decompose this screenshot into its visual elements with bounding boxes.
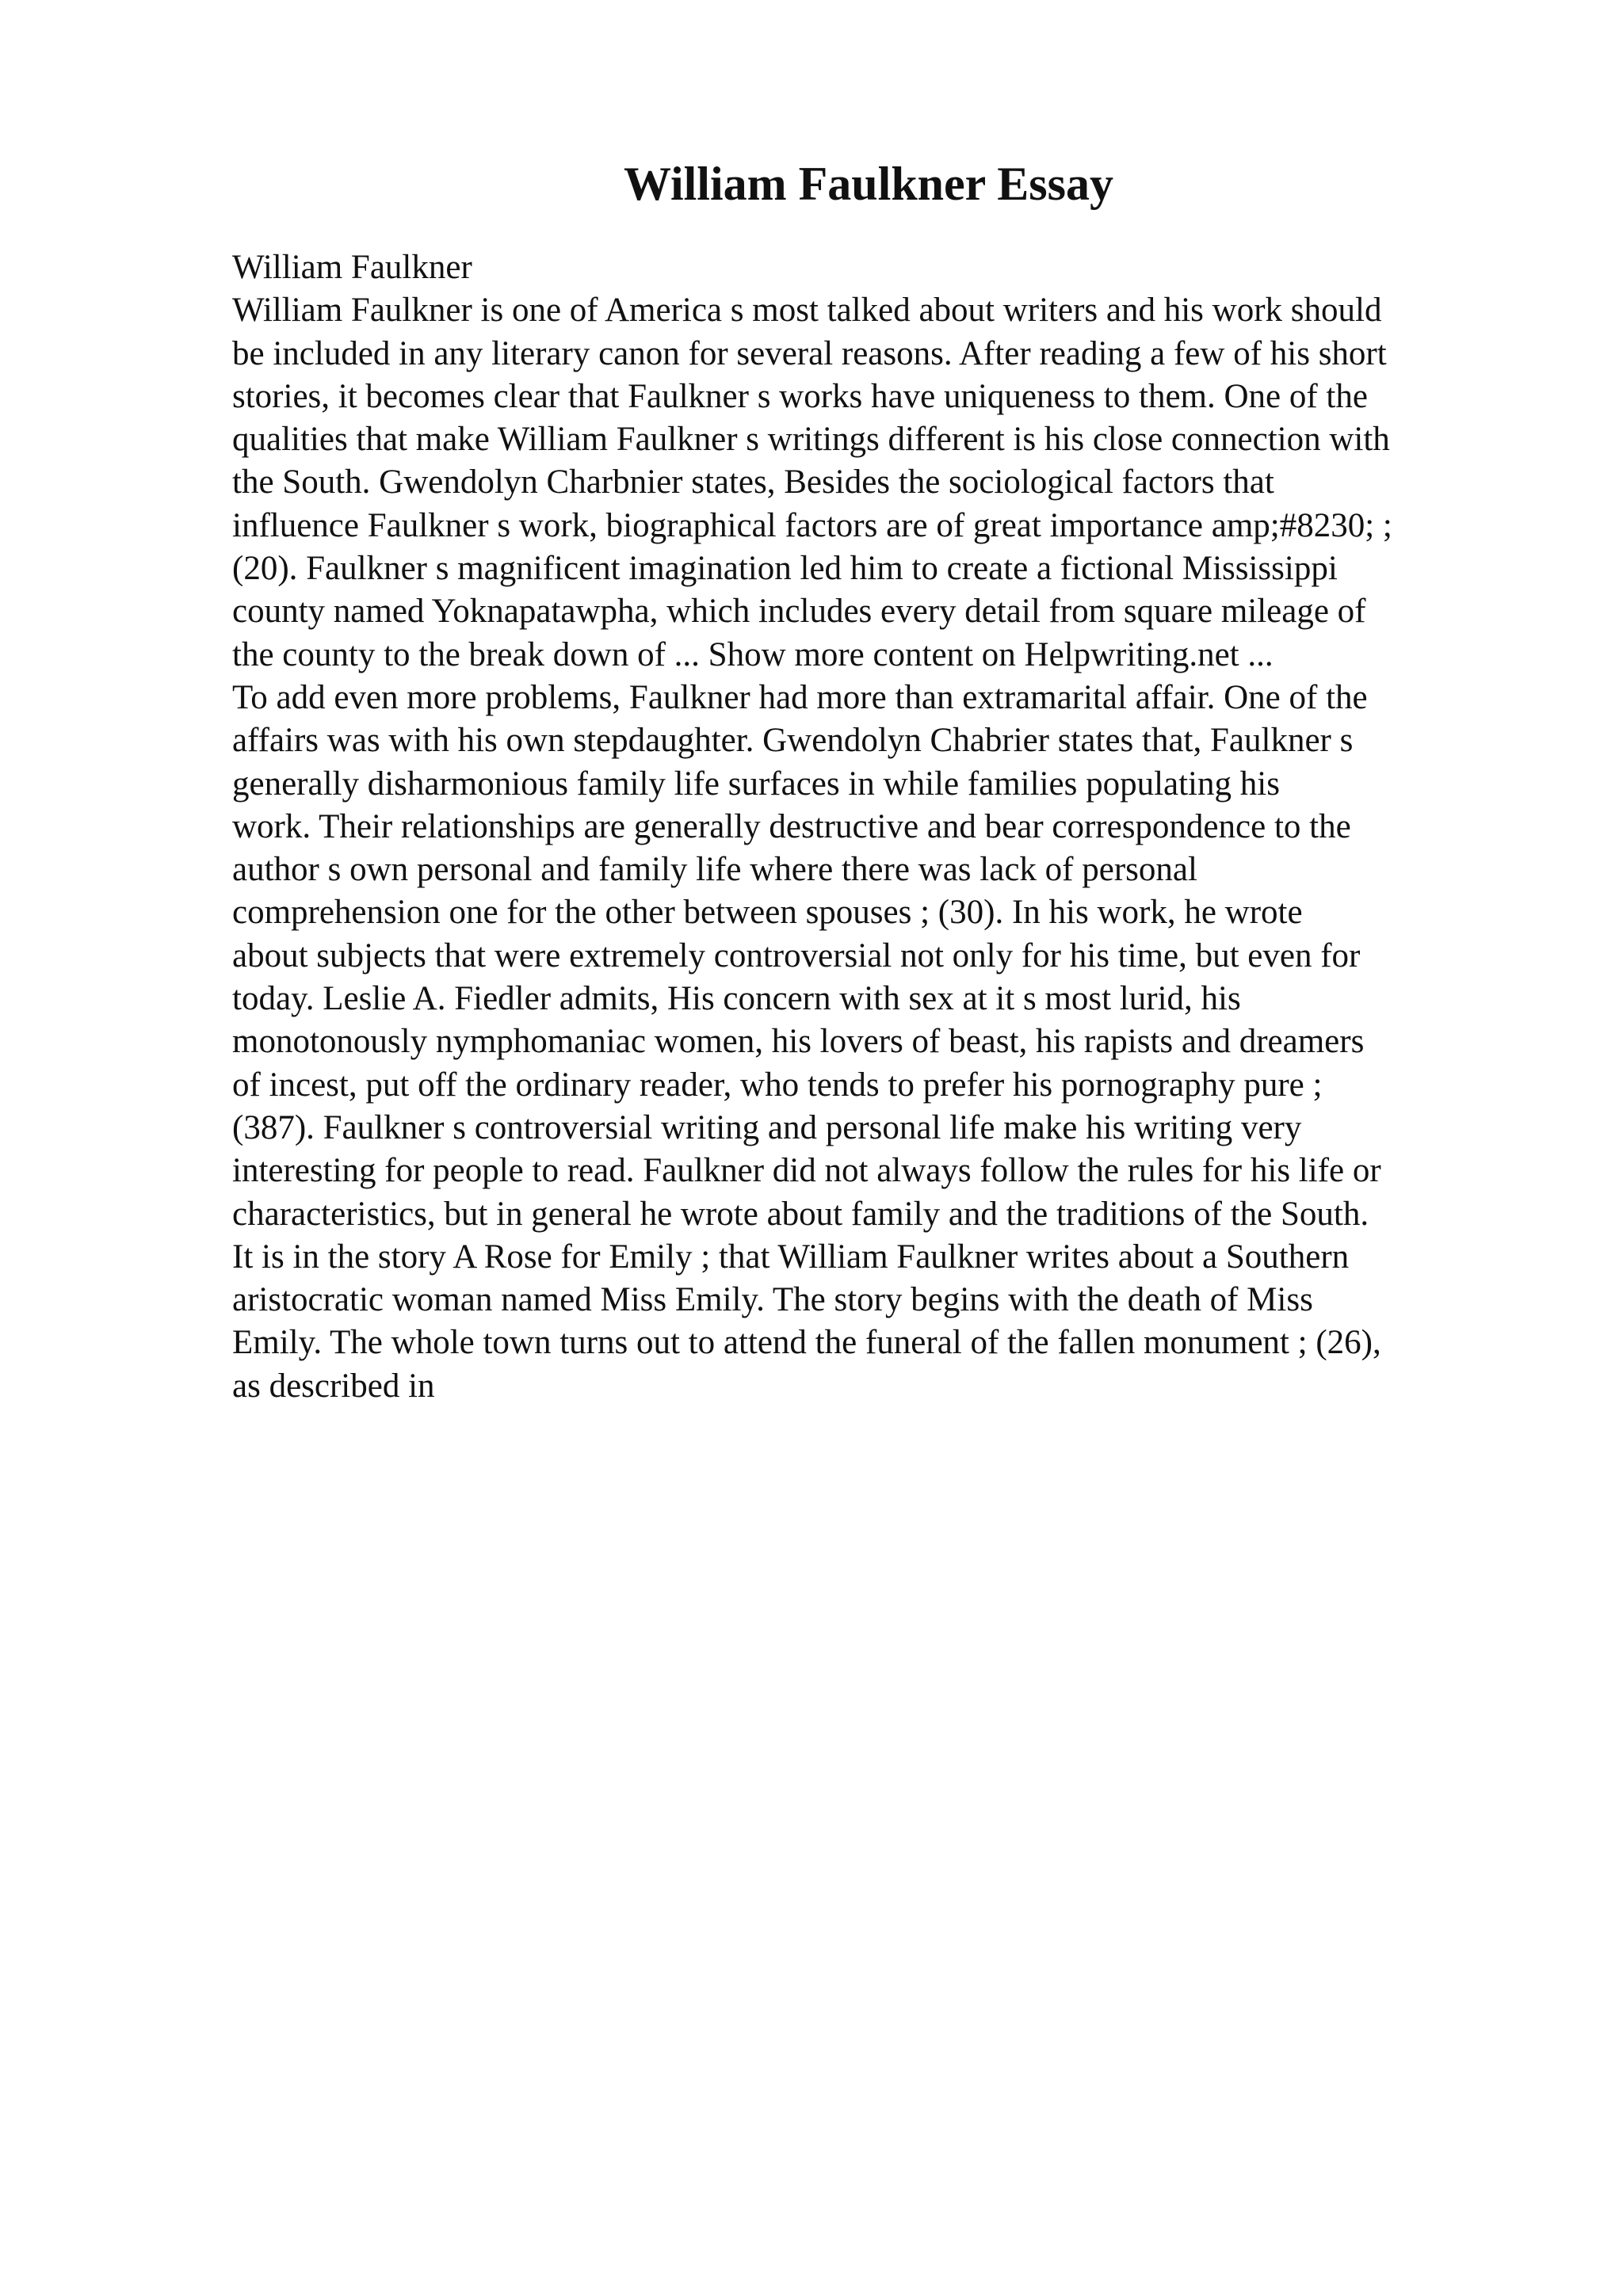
- text-line: characteristics, but in general he wrote about family and the traditions of the South.: [232, 1195, 1369, 1233]
- text-line: influence Faulkner s work, biographical factors are of great importance amp;#8230; ;: [232, 506, 1392, 544]
- text-line: stories, it becomes clear that Faulkner s works have uniqueness to them. One of the: [232, 377, 1368, 415]
- text-line: today. Leslie A. Fiedler admits, His concern with sex at it s most lurid, his: [232, 980, 1241, 1018]
- text-line: aristocratic woman named Miss Emily. The story begins with the death of Miss: [232, 1281, 1313, 1319]
- text-line: about subjects that were extremely controversial not only for his time, but even for: [232, 936, 1361, 974]
- text-line: of incest, put off the ordinary reader, who tends to prefer his pornography pure ;: [232, 1066, 1323, 1104]
- text-line: (20). Faulkner s magnificent imagination led him to create a fictional Mississippi: [232, 550, 1338, 588]
- text-line: (387). Faulkner s controversial writing and personal life make his writing very: [232, 1108, 1302, 1146]
- text-line: work. Their relationships are generally destructive and bear correspondence to the: [232, 807, 1351, 845]
- text-line: To add even more problems, Faulkner had more than extramarital affair. One of the: [232, 678, 1368, 716]
- text-line: affairs was with his own stepdaughter. Gwendolyn Chabrier states that, Faulkner s: [232, 722, 1354, 760]
- text-line: William Faulkner: [232, 249, 472, 286]
- text-line: county named Yoknapatawpha, which includes every detail from square mileage of: [232, 593, 1366, 631]
- document-title: William Faulkner Essay: [624, 158, 1113, 210]
- essay-body: [232, 246, 1500, 1408]
- text-line: author s own personal and family life where there was lack of personal: [232, 851, 1197, 889]
- text-line: William Faulkner is one of America s most talked about writers and his work should: [232, 292, 1382, 330]
- text-line: interesting for people to read. Faulkner did not always follow the rules for his life or: [232, 1152, 1381, 1190]
- text-line: the county to the break down of ... Show more content on Helpwriting.net ...: [232, 635, 1274, 673]
- text-line: generally disharmonious family life surfaces in while families populating his: [232, 765, 1280, 803]
- text-line: comprehension one for the other between spouses ; (30). In his work, he wrote: [232, 894, 1303, 932]
- text-line: Emily. The whole town turns out to attend the funeral of the fallen monument ; (26),: [232, 1324, 1381, 1362]
- text-line: the South. Gwendolyn Charbnier states, Besides the sociological factors that: [232, 463, 1274, 502]
- text-line: qualities that make William Faulkner s writings different is his close connection with: [232, 421, 1390, 459]
- text-line: It is in the story A Rose for Emily ; that William Faulkner writes about a Southern: [232, 1238, 1350, 1276]
- text-line: as described in: [232, 1367, 435, 1405]
- text-line: be included in any literary canon for several reasons. After reading a few of his short: [232, 334, 1387, 372]
- text-line: monotonously nymphomaniac women, his lovers of beast, his rapists and dreamers: [232, 1023, 1365, 1061]
